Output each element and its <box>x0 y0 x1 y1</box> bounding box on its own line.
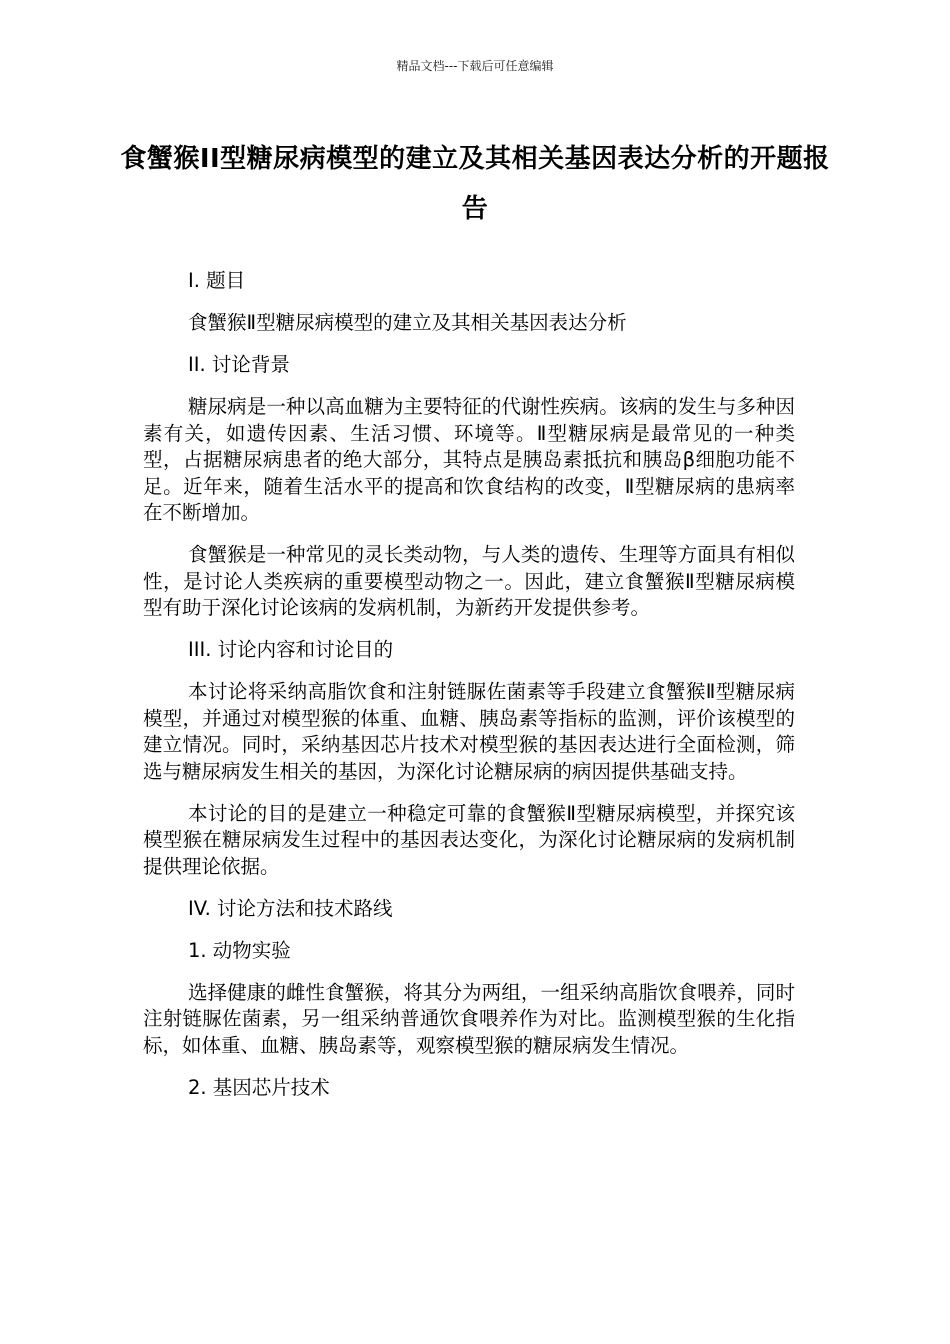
animal-experiment-paragraph: 选择健康的雌性食蟹猴，将其分为两组，一组采纳高脂饮食喂养，同时注射链脲佐菌素，另一组采纳普通饮食喂养作为对比。监测模型猴的生化指标，如体重、血糖、胰岛素等，观察模型猴的糖尿病发生情况。 <box>143 980 795 1057</box>
content-paragraph: 本讨论将采纳高脂饮食和注射链脲佐菌素等手段建立食蟹猴Ⅱ型糖尿病模型，并通过对模型猴的体重、血糖、胰岛素等指标的监测，评价该模型的建立情况。同时，采纳基因芯片技术对模型猴的基因表达进行全面检测，筛选与糖尿病发生相关的基因，为深化讨论糖尿病的病因提供基础支持。 <box>143 680 795 783</box>
document-title: 食蟹猴II型糖尿病模型的建立及其相关基因表达分析的开题报告 <box>120 144 830 224</box>
background-paragraph-1: 糖尿病是一种以高血糖为主要特征的代谢性疾病。该病的发生与多种因素有关，如遗传因素、生活习惯、环境等。Ⅱ型糖尿病是最常见的一种类型，占据糖尿病患者的绝大部分，其特点是胰岛素抵抗和胰岛β细胞功能不足。近年来，随着生活水平的提高和饮食结构的改变，Ⅱ型糖尿病的患病率在不断增加。 <box>143 395 795 524</box>
section-heading-content-goals: III. 讨论内容和讨论目的 <box>188 638 394 661</box>
header-note: 精品文档---下载后可任意编辑 <box>396 59 554 73</box>
section-heading-background: II. 讨论背景 <box>188 353 290 376</box>
section-heading-methods: IV. 讨论方法和技术路线 <box>188 896 393 920</box>
document-body <box>143 268 795 1117</box>
topic-text: 食蟹猴Ⅱ型糖尿病模型的建立及其相关基因表达分析 <box>188 311 627 334</box>
subheading-animal-experiment: 1. 动物实验 <box>188 938 291 962</box>
section-heading-topic: I. 题目 <box>188 269 246 292</box>
subheading-gene-chip: 2. 基因芯片技术 <box>188 1075 330 1099</box>
background-paragraph-2: 食蟹猴是一种常见的灵长类动物，与人类的遗传、生理等方面具有相似性，是讨论人类疾病的重要模型动物之一。因此，建立食蟹猴Ⅱ型糖尿病模型有助于深化讨论该病的发病机制，为新药开发提供参考。 <box>143 543 795 619</box>
goals-paragraph: 本讨论的目的是建立一种稳定可靠的食蟹猴Ⅱ型糖尿病模型，并探究该模型猴在糖尿病发生过程中的基因表达变化，为深化讨论糖尿病的发病机制提供理论依据。 <box>143 801 795 878</box>
